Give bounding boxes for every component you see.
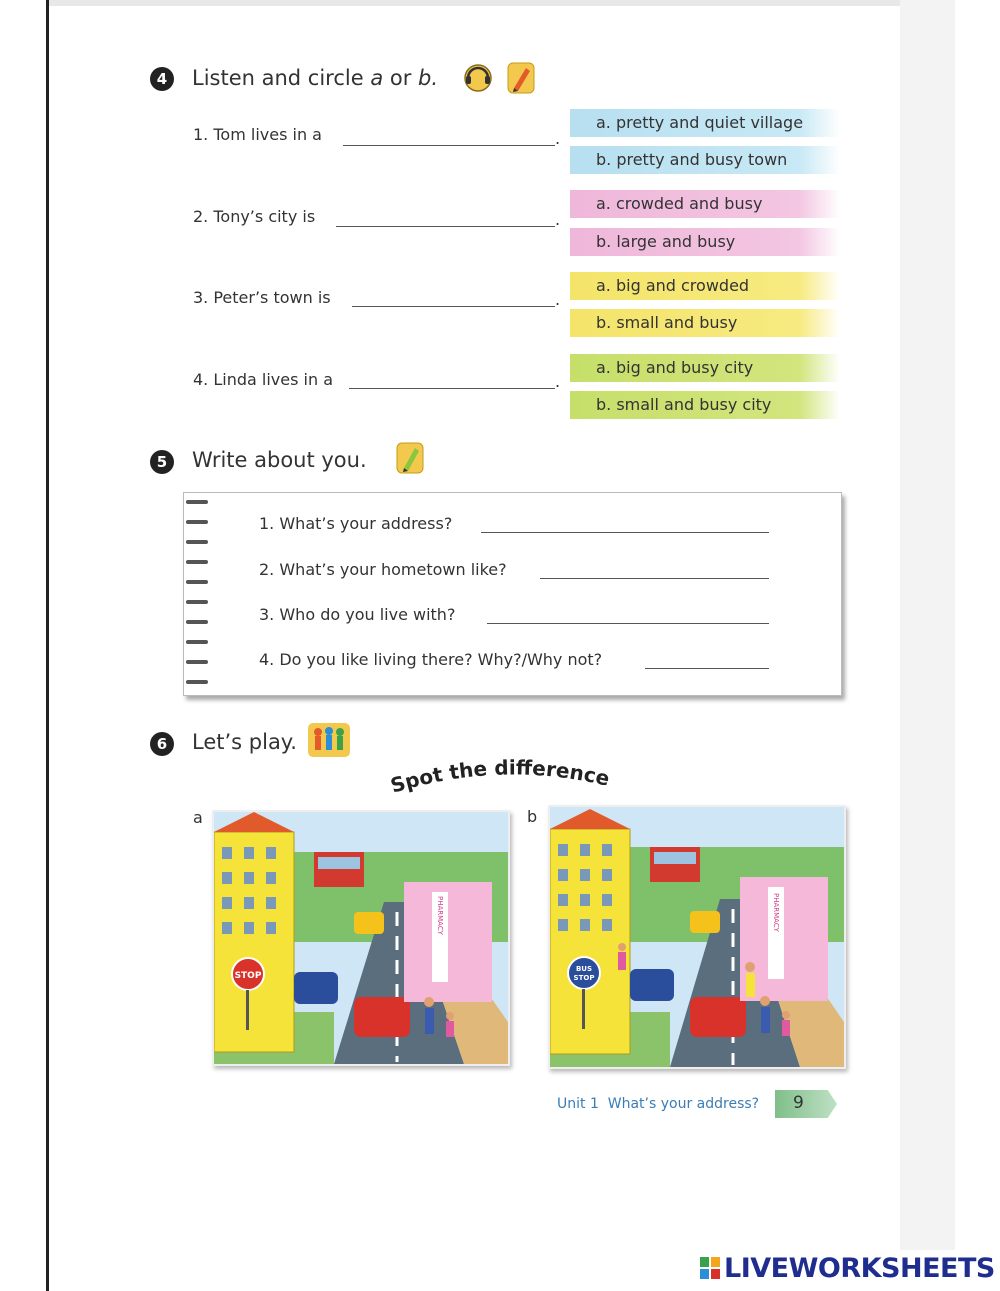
option-a[interactable]: a. pretty and quiet village <box>570 109 840 137</box>
picture-label-a: a <box>193 808 203 827</box>
question-text: 4. Linda lives in a <box>193 370 333 389</box>
svg-text:Spot the difference <box>388 755 612 797</box>
section-6-title: Let’s play. <box>192 730 297 754</box>
question-text: 3. Peter’s town is <box>193 288 331 307</box>
unit-title: What’s your address? <box>607 1096 760 1112</box>
spiral-ring <box>186 540 208 544</box>
pencil-icon <box>396 442 426 474</box>
spiral-ring <box>186 580 208 584</box>
children-playing-icon <box>308 723 350 757</box>
title-b: b. <box>418 66 439 90</box>
spiral-ring <box>186 660 208 664</box>
spiral-ring <box>186 640 208 644</box>
svg-text:STOP: STOP <box>573 974 595 982</box>
sentence-period: . <box>555 210 561 229</box>
page-number-tag <box>775 1090 837 1118</box>
question-text: 1. Tom lives in a <box>193 125 322 144</box>
spiral-ring <box>186 500 208 504</box>
listen-write-icons <box>460 60 540 96</box>
answer-line[interactable] <box>343 145 555 146</box>
street-scene-a <box>214 812 508 1064</box>
option-b[interactable]: b. pretty and busy town <box>570 146 840 174</box>
title-a: a <box>370 66 384 90</box>
answer-line[interactable] <box>645 668 769 669</box>
section-5-title: Write about you. <box>192 448 367 472</box>
svg-text:STOP: STOP <box>234 971 262 981</box>
brand-name[interactable]: LIVEWORKSHEETS <box>724 1253 995 1284</box>
section-4-title <box>192 66 438 90</box>
question-text: 1. What’s your address? <box>259 514 453 533</box>
spiral-ring <box>186 560 208 564</box>
sentence-period: . <box>555 290 561 309</box>
headphones-icon <box>465 65 491 91</box>
spiral-ring <box>186 680 208 684</box>
option-a[interactable]: a. big and busy city <box>570 354 840 382</box>
page-top-edge <box>46 0 951 6</box>
street-scene-b <box>550 807 844 1067</box>
answer-line[interactable] <box>487 623 769 624</box>
answer-line[interactable] <box>336 226 555 227</box>
option-b[interactable]: b. small and busy <box>570 309 840 337</box>
spiral-ring <box>186 620 208 624</box>
liveworksheets-logo-icon <box>700 1257 720 1279</box>
spiral-ring <box>186 600 208 604</box>
svg-text:BUS: BUS <box>575 965 593 973</box>
unit-label: Unit 1 <box>557 1096 599 1112</box>
page-number: 9 <box>793 1093 804 1113</box>
question-text: 2. Tony’s city is <box>193 207 316 226</box>
question-text: 2. What’s your hometown like? <box>259 560 507 579</box>
subtitle-text: Spot the difference <box>387 755 612 798</box>
option-b[interactable]: b. large and busy <box>570 228 840 256</box>
option-b[interactable]: b. small and busy city <box>570 391 840 419</box>
section-6-number: 6 <box>150 732 174 756</box>
spot-difference-title <box>385 755 635 800</box>
question-text: 4. Do you like living there? Why?/Why not? <box>259 650 603 669</box>
page-right-margin <box>900 0 955 1250</box>
pharmacy-sign: PHARMACY <box>436 896 444 935</box>
section-5-number: 5 <box>150 450 174 474</box>
picture-label-b: b <box>527 807 538 826</box>
option-a[interactable]: a. big and crowded <box>570 272 840 300</box>
answer-line[interactable] <box>540 578 769 579</box>
spiral-ring <box>186 520 208 524</box>
answer-line[interactable] <box>349 388 555 389</box>
picture-a[interactable] <box>212 810 510 1066</box>
sentence-period: . <box>555 372 561 391</box>
title-part: Listen and circle <box>192 66 371 90</box>
footer-unit <box>557 1096 759 1112</box>
sentence-period: . <box>555 129 561 148</box>
answer-line[interactable] <box>352 306 555 307</box>
page-left-edge <box>46 0 49 1291</box>
question-text: 3. Who do you live with? <box>259 605 456 624</box>
option-a[interactable]: a. crowded and busy <box>570 190 840 218</box>
section-4-number: 4 <box>150 67 174 91</box>
picture-b[interactable] <box>548 805 846 1069</box>
answer-line[interactable] <box>481 532 769 533</box>
pencil-icon <box>508 63 534 93</box>
title-part: or <box>383 66 419 90</box>
pharmacy-sign: PHARMACY <box>772 893 780 932</box>
